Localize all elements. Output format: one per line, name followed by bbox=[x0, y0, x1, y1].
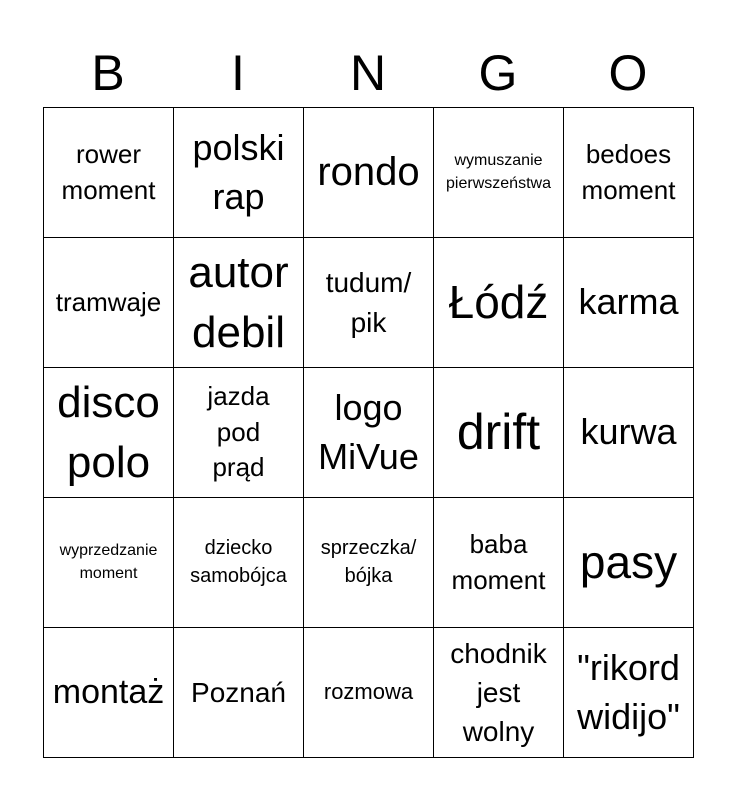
cell-text: baba moment bbox=[451, 528, 546, 595]
cell-text: polski rap bbox=[192, 126, 285, 217]
bingo-cell[interactable] bbox=[434, 368, 564, 498]
cell-text: chodnik jest wolny bbox=[450, 637, 547, 748]
cell-text: Poznań bbox=[191, 676, 286, 708]
header-letter-g: G bbox=[478, 45, 518, 101]
header-letter-n: N bbox=[349, 45, 387, 101]
cell-text: sprzeczka/ bójka bbox=[320, 536, 417, 587]
bingo-cell[interactable] bbox=[174, 238, 304, 368]
cell-text: tudum/ pik bbox=[325, 267, 412, 338]
header-letter-i: I bbox=[231, 45, 245, 101]
bingo-cell[interactable] bbox=[304, 368, 434, 498]
cell-text: rozmowa bbox=[323, 679, 414, 705]
bingo-cell[interactable] bbox=[304, 628, 434, 758]
cell-text: Łódź bbox=[448, 275, 549, 328]
bingo-cell[interactable] bbox=[564, 628, 694, 758]
bingo-cell[interactable] bbox=[304, 238, 434, 368]
bingo-cell[interactable] bbox=[44, 498, 174, 628]
cell-text: rower moment bbox=[61, 138, 156, 205]
bingo-cell[interactable] bbox=[434, 238, 564, 368]
cell-text: rondo bbox=[317, 150, 420, 195]
cell-text: drift bbox=[456, 404, 541, 460]
bingo-cell[interactable] bbox=[174, 368, 304, 498]
bingo-cell[interactable] bbox=[304, 108, 434, 238]
cell-text: pasy bbox=[579, 535, 678, 588]
bingo-cell[interactable] bbox=[174, 628, 304, 758]
bingo-cell[interactable] bbox=[564, 498, 694, 628]
bingo-cell[interactable] bbox=[564, 108, 694, 238]
cell-text: bedoes moment bbox=[581, 138, 676, 205]
cell-text: jazda pod prąd bbox=[207, 380, 270, 483]
cell-text: karma bbox=[578, 281, 679, 323]
bingo-cell[interactable] bbox=[434, 108, 564, 238]
bingo-cell[interactable] bbox=[304, 498, 434, 628]
cell-text: disco polo bbox=[57, 377, 160, 487]
bingo-cell[interactable] bbox=[44, 108, 174, 238]
bingo-header bbox=[43, 40, 693, 106]
cell-text: wyprzedzanie moment bbox=[59, 542, 158, 582]
bingo-cell[interactable] bbox=[44, 628, 174, 758]
cell-text: "rikord widijo" bbox=[577, 646, 680, 737]
bingo-cell[interactable] bbox=[434, 498, 564, 628]
cell-text: autor debil bbox=[188, 247, 289, 357]
header-letter-b: B bbox=[91, 45, 125, 101]
bingo-cell[interactable] bbox=[564, 238, 694, 368]
cell-text: kurwa bbox=[580, 411, 677, 453]
header-letter-o: O bbox=[608, 45, 648, 101]
bingo-cell[interactable] bbox=[174, 498, 304, 628]
bingo-cell[interactable] bbox=[44, 368, 174, 498]
bingo-cell[interactable] bbox=[564, 368, 694, 498]
cell-text: dziecko samobójca bbox=[190, 536, 287, 587]
cell-text: montaż bbox=[52, 673, 165, 712]
bingo-grid bbox=[43, 107, 694, 758]
cell-text: tramwaje bbox=[55, 286, 162, 317]
bingo-cell[interactable] bbox=[44, 238, 174, 368]
cell-text: logo MiVue bbox=[318, 386, 419, 477]
bingo-cell[interactable] bbox=[174, 108, 304, 238]
cell-text: wymuszanie pierwszeństwa bbox=[446, 152, 551, 192]
bingo-cell[interactable] bbox=[434, 628, 564, 758]
